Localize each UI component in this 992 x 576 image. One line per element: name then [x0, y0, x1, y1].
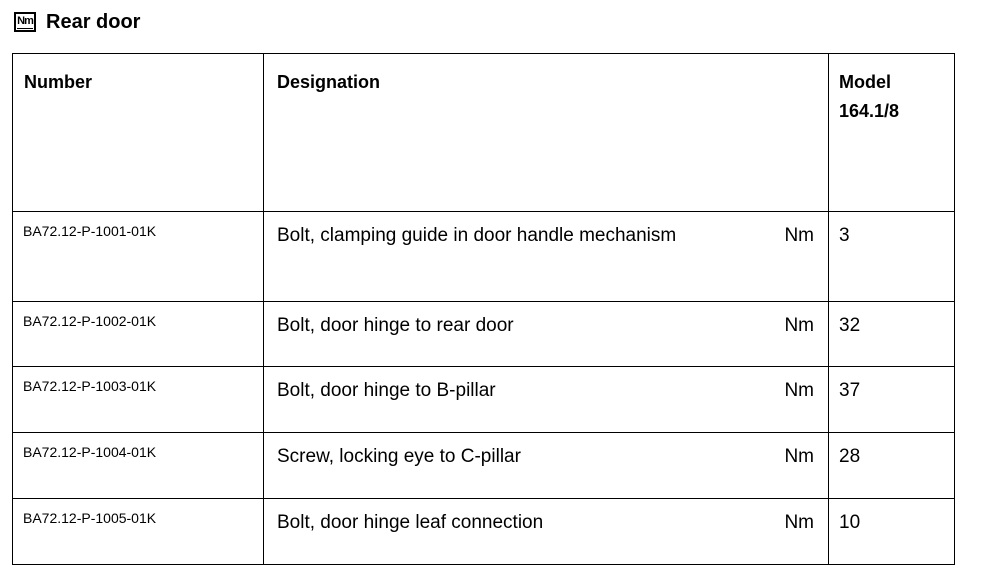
torque-nm-icon: Nm — [14, 12, 36, 32]
table-header-row — [13, 54, 955, 212]
table-row — [13, 499, 955, 565]
torque-value: 32 — [839, 315, 861, 336]
column-header-number: Number — [13, 54, 264, 212]
unit-label: Nm — [784, 315, 814, 336]
part-number: BA72.12-P-1002-01K — [23, 313, 157, 329]
torque-value: 3 — [839, 225, 850, 246]
torque-value: 37 — [839, 380, 861, 401]
model-header-code: 164.1/8 — [839, 101, 900, 121]
designation-text: Bolt, clamping guide in door handle mechanism — [277, 225, 677, 246]
part-number: BA72.12-P-1003-01K — [23, 378, 157, 394]
unit-label: Nm — [784, 446, 814, 467]
torque-value: 10 — [839, 512, 861, 533]
column-header-designation: Designation — [264, 54, 829, 212]
section-heading — [14, 9, 140, 35]
designation-text: Bolt, door hinge to rear door — [277, 315, 514, 336]
designation-text: Bolt, door hinge leaf connection — [277, 512, 544, 533]
designation-text: Screw, locking eye to C-pillar — [277, 446, 521, 467]
unit-label: Nm — [784, 225, 814, 246]
part-number: BA72.12-P-1004-01K — [23, 444, 157, 460]
section-title: Rear door — [46, 11, 141, 33]
unit-label: Nm — [784, 380, 814, 401]
table-row — [13, 302, 955, 367]
torque-spec-table — [12, 53, 955, 565]
table-row — [13, 212, 955, 302]
table-row — [13, 433, 955, 499]
part-number: BA72.12-P-1005-01K — [23, 510, 157, 526]
part-number: BA72.12-P-1001-01K — [23, 223, 157, 239]
table-row — [13, 367, 955, 433]
unit-label: Nm — [784, 512, 814, 533]
designation-text: Bolt, door hinge to B-pillar — [277, 380, 496, 401]
column-header-model — [829, 54, 955, 212]
torque-value: 28 — [839, 446, 861, 467]
model-header-label: Model — [839, 72, 891, 92]
